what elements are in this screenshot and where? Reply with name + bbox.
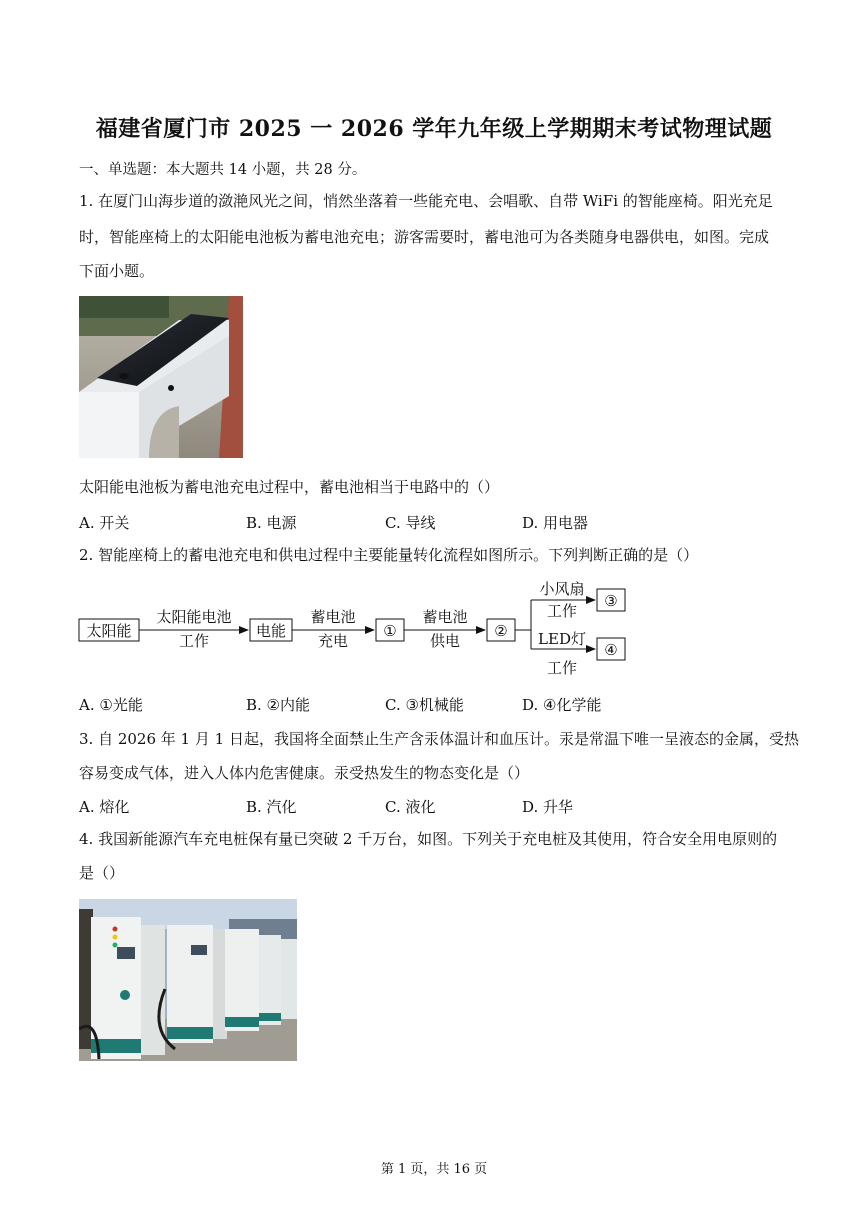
arrow1-top-label: 太阳能电池	[156, 608, 232, 626]
q2-option-c[interactable]: C. ③机械能	[385, 696, 464, 714]
q3-line2: 容易变成气体，进入人体内危害健康。汞受热发生的物态变化是（）	[79, 764, 530, 782]
q3-line1: 3. 自 2026 年 1 月 1 日起，我国将全面禁止生产含汞体温计和血压计。汞是常温下唯一呈液态的金属，受热	[79, 730, 799, 748]
q1-stem: 太阳能电池板为蓄电池充电过程中，蓄电池相当于电路中的（）	[79, 478, 500, 496]
q1-option-b[interactable]: B. 电源	[246, 514, 297, 532]
section-heading: 一、单选题：本大题共 14 小题，共 28 分。	[79, 162, 367, 178]
box-4-label: ④	[604, 641, 618, 659]
box-2-label: ②	[494, 622, 508, 640]
arrow2-bottom-label: 充电	[317, 632, 349, 650]
solar-bench-photo	[79, 296, 243, 458]
q1-option-a[interactable]: A. 开关	[79, 514, 130, 532]
branch-top-sub: 工作	[546, 602, 578, 620]
page-footer: 第 1 页，共 16 页	[380, 1162, 488, 1177]
box-sun-label: 太阳能	[86, 622, 132, 640]
q4-line1: 4. 我国新能源汽车充电桩保有量已突破 2 千万台，如图。下列关于充电桩及其使用，符合安全用电原则的	[79, 830, 778, 848]
q4-line2: 是（）	[79, 864, 125, 882]
q1-line2: 时，智能座椅上的太阳能电池板为蓄电池充电；游客需要时，蓄电池可为各类随身电器供电，如图。完成	[79, 228, 770, 246]
arrow2-top-label: 蓄电池	[310, 608, 356, 626]
q2-stem: 2. 智能座椅上的蓄电池充电和供电过程中主要能量转化流程如图所示。下列判断正确的是（）	[79, 546, 699, 564]
q1-line3: 下面小题。	[79, 262, 155, 280]
arrow1-bottom-label: 工作	[178, 632, 210, 650]
page-title: 福建省厦门市 2025 一 2026 学年九年级上学期期末考试物理试题	[95, 116, 773, 142]
q2-option-d[interactable]: D. ④化学能	[522, 696, 602, 714]
charging-station-photo	[79, 899, 297, 1061]
q3-option-a[interactable]: A. 熔化	[79, 798, 130, 816]
energy-flow-diagram	[76, 576, 636, 688]
branch-top-label: 小风扇	[539, 580, 585, 598]
q1-line1: 1. 在厦门山海步道的潋滟风光之间，悄然坐落着一些能充电、会唱歌、自带 WiFi 的智能座椅。阳光充足	[79, 192, 773, 210]
q2-option-b[interactable]: B. ②内能	[246, 696, 311, 714]
arrow3-top-label: 蓄电池	[422, 608, 468, 626]
box-3-label: ③	[604, 592, 618, 610]
branch-bottom-sub: 工作	[546, 659, 578, 677]
q3-option-b[interactable]: B. 汽化	[246, 798, 297, 816]
q3-option-c[interactable]: C. 液化	[385, 798, 436, 816]
box-elec-label: 电能	[255, 622, 287, 640]
q3-option-d[interactable]: D. 升华	[522, 798, 574, 816]
branch-bottom-label: LED灯	[538, 630, 586, 648]
box-1-label: ①	[383, 622, 397, 640]
q1-option-d[interactable]: D. 用电器	[522, 514, 589, 532]
arrow3-bottom-label: 供电	[429, 632, 461, 650]
q1-option-c[interactable]: C. 导线	[385, 514, 436, 532]
q2-option-a[interactable]: A. ①光能	[79, 696, 143, 714]
